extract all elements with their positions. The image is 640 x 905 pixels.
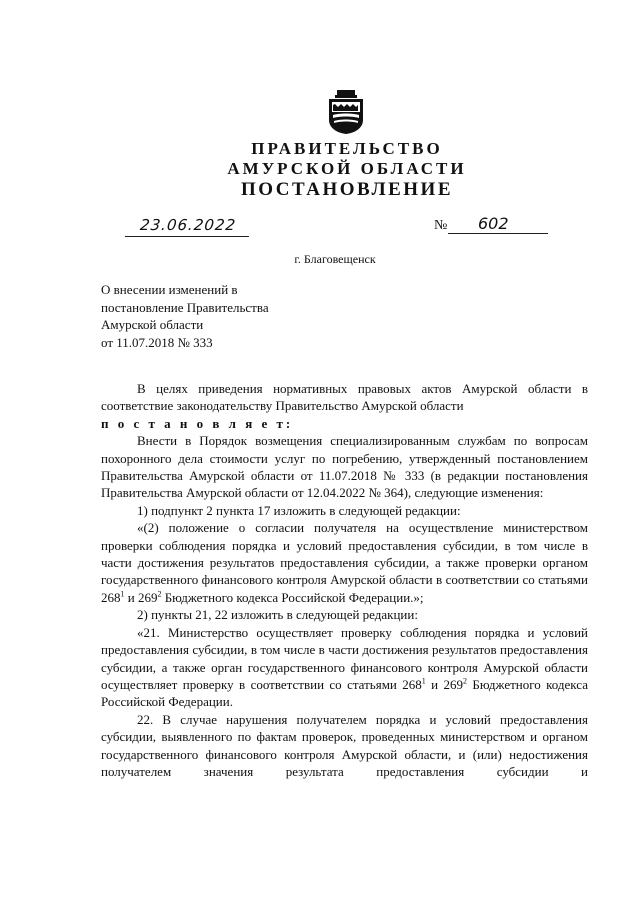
amur-region-coat-of-arms-icon bbox=[325, 90, 367, 134]
subject-line: постановление Правительства bbox=[101, 299, 269, 315]
document-number: 602 bbox=[448, 214, 548, 234]
document-body bbox=[101, 380, 588, 780]
item-1-paragraph: 1) подпункт 2 пункта 17 изложить в следующей редакции: bbox=[137, 502, 461, 518]
item-1-text-paragraph: «(2) положение о согласии получателя на осуществление министерством проверки соблюдения порядка и условий предоставления субсидии, в том числе в части достижения результатов предоставления субсидии, а также проверки органом государственного финансового контроля Амурской области в соответствии со статьями $268^1$ и $269^2$ Бюджетного кодекса Российской Федерации.»; bbox=[101, 520, 588, 605]
city-line: г. Благовещенск bbox=[294, 252, 376, 266]
item-2-paragraph: 2) пункты 21, 22 изложить в следующей редакции: bbox=[137, 607, 418, 623]
government-title: ПРАВИТЕЛЬСТВО bbox=[251, 139, 443, 158]
region-title: АМУРСКОЙ ОБЛАСТИ bbox=[227, 159, 467, 178]
clause-22-paragraph: 22. В случае нарушения получателем порядка и условий предоставления субсидии, выявленного по фактам проверок, проведенных министерством и органом государственного финансового контроля Амурской области, и (или) недостижения получателем значения результата предоставления субсидии и bbox=[101, 711, 588, 779]
subject-line: О внесении изменений в bbox=[101, 282, 238, 297]
resolves-keyword: п о с т а н о в л я е т: bbox=[101, 415, 294, 431]
amendment-intro-paragraph: Внести в Порядок возмещения специализированным службам по вопросам похоронного дела стоимости услуг по погребению, утвержденный постановлением Правительства Амурской области от 11.07.2018 № 333 (в редакции постановления Правительства Амурской области от 12.04.2022 № 364), следующие изменения: bbox=[101, 433, 588, 501]
preamble-paragraph: В целях приведения нормативных правовых актов Амурской области в соответствие законодательству Правительство Амурской области bbox=[101, 381, 588, 414]
subject-line: от 11.07.2018 № 333 bbox=[101, 334, 213, 350]
document-date: 23.06.2022 bbox=[125, 216, 251, 237]
clause-21-paragraph: «21. Министерство осуществляет проверку соблюдения порядка и условий предоставления субсидии, в том числе в части достижения результатов предоставления субсидии, а также орган государственного финансового контроля Амурской области осуществляет проверку в соответствии со статьями $268^1$ и $269^2$ Бюджетного кодекса Российской Федерации. bbox=[101, 624, 588, 710]
document-type-title: ПОСТАНОВЛЕНИЕ bbox=[240, 179, 454, 200]
number-label: № bbox=[434, 218, 448, 233]
subject-line: Амурской области bbox=[101, 317, 204, 332]
subject-block bbox=[101, 281, 269, 351]
